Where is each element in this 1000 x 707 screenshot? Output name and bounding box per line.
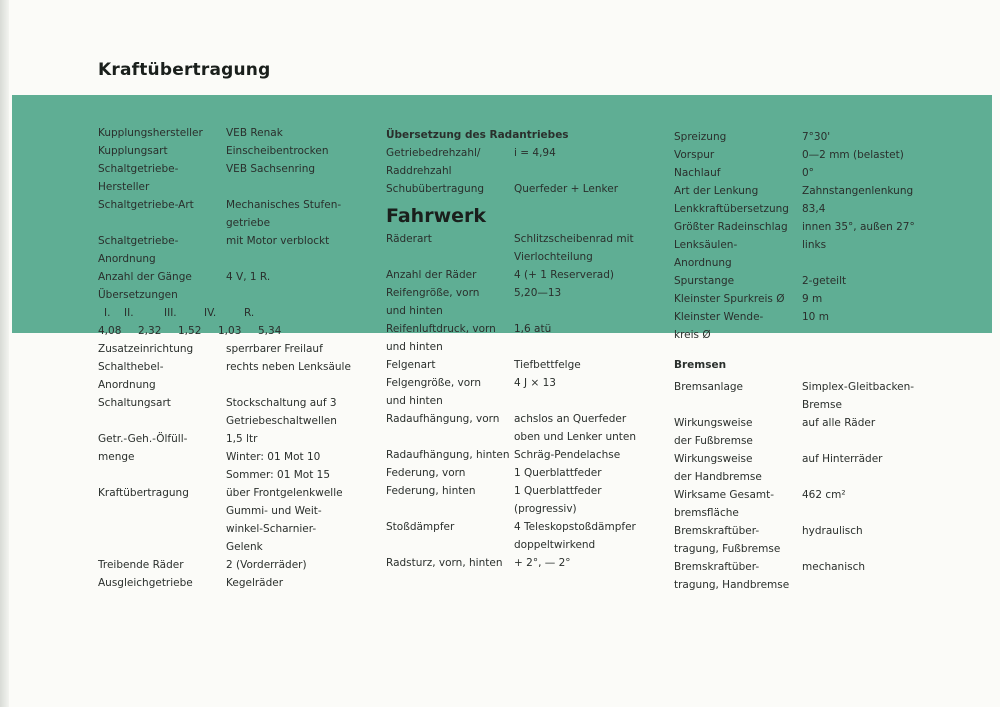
spec-row bbox=[674, 468, 952, 486]
spec-label: Treibende Räder bbox=[98, 559, 184, 571]
spec-row bbox=[386, 428, 664, 446]
spec-row bbox=[674, 540, 952, 558]
spec-row bbox=[98, 142, 366, 160]
spec-row bbox=[674, 396, 952, 414]
spec-row bbox=[98, 286, 366, 304]
spec-row bbox=[98, 232, 366, 250]
spec-row bbox=[386, 392, 664, 410]
spec-label: Bremskraftüber- bbox=[674, 561, 760, 573]
spec-label bbox=[674, 396, 802, 414]
spec-label bbox=[98, 520, 226, 538]
spec-row bbox=[98, 394, 366, 412]
page-title: Kraftübertragung bbox=[98, 60, 271, 80]
spec-row bbox=[98, 466, 366, 484]
spec-value bbox=[802, 504, 952, 522]
spec-value bbox=[802, 540, 952, 558]
spec-value: 0° bbox=[802, 167, 814, 179]
spec-label bbox=[386, 428, 514, 446]
spec-row bbox=[98, 250, 366, 268]
spec-row bbox=[674, 326, 952, 344]
spec-label: Bremskraftüber- bbox=[674, 525, 760, 537]
spec-label: Getr.-Geh.-Ölfüll- bbox=[98, 433, 188, 445]
spec-row bbox=[98, 160, 366, 178]
spec-row bbox=[98, 502, 366, 520]
spec-value: Gelenk bbox=[226, 541, 263, 553]
spec-value: 1 Querblattfeder bbox=[514, 467, 602, 479]
spec-value: 2-geteilt bbox=[802, 275, 847, 287]
spec-row bbox=[98, 430, 366, 448]
spec-label: Spreizung bbox=[674, 131, 727, 143]
spec-label: tragung, Handbremse bbox=[674, 579, 790, 591]
section-subhead-drive-ratio: Übersetzung des Radantriebes bbox=[386, 129, 569, 141]
spec-label bbox=[98, 412, 226, 430]
spec-label: Nachlauf bbox=[674, 167, 721, 179]
spec-value bbox=[802, 432, 952, 450]
spec-label: Wirkungsweise bbox=[674, 417, 753, 429]
spec-label: Wirksame Gesamt- bbox=[674, 489, 775, 501]
spec-label bbox=[386, 536, 514, 554]
spec-value bbox=[226, 178, 366, 196]
spec-label: bremsfläche bbox=[674, 507, 739, 519]
spec-label: Reifengröße, vorn bbox=[386, 287, 480, 299]
spec-value: sperrbarer Freilauf bbox=[226, 343, 323, 355]
spec-label: Kupplungshersteller bbox=[98, 127, 203, 139]
spec-label: Lenksäulen- bbox=[674, 239, 738, 251]
spec-row bbox=[674, 450, 952, 468]
spec-label: Raddrehzahl bbox=[386, 165, 452, 177]
spec-value: rechts neben Lenksäule bbox=[226, 361, 351, 373]
gear-ratio: 1,03 bbox=[218, 325, 242, 337]
spec-label: menge bbox=[98, 451, 135, 463]
spec-label: Getriebedrehzahl/ bbox=[386, 147, 481, 159]
spec-label bbox=[98, 502, 226, 520]
spec-row bbox=[674, 576, 952, 594]
spec-row bbox=[386, 410, 664, 428]
spec-row bbox=[98, 448, 366, 466]
spec-label: Radaufhängung, vorn bbox=[386, 413, 500, 425]
spec-label: Anzahl der Räder bbox=[386, 269, 477, 281]
spec-label: Kupplungsart bbox=[98, 145, 168, 157]
spec-label: und hinten bbox=[386, 341, 443, 353]
spec-row bbox=[386, 482, 664, 500]
spec-value: Bremse bbox=[802, 399, 842, 411]
spec-row bbox=[98, 574, 366, 592]
spec-row bbox=[386, 320, 664, 338]
spec-label bbox=[98, 466, 226, 484]
spec-value bbox=[802, 576, 952, 594]
spec-label: Bremsanlage bbox=[674, 381, 744, 393]
spec-label: und hinten bbox=[386, 305, 443, 317]
spec-row bbox=[674, 128, 952, 146]
spec-row bbox=[98, 556, 366, 574]
spec-value: 7°30' bbox=[802, 131, 831, 143]
spec-label: Radaufhängung, hinten bbox=[386, 449, 510, 461]
spec-row bbox=[386, 248, 664, 266]
column-chassis bbox=[386, 126, 664, 572]
spec-value: Simplex-Gleitbacken- bbox=[802, 381, 915, 393]
spec-value: 1 Querblattfeder bbox=[514, 485, 602, 497]
spec-row bbox=[386, 374, 664, 392]
spec-row bbox=[98, 376, 366, 394]
spec-value: Schräg-Pendelachse bbox=[514, 449, 621, 461]
spec-label: Anordnung bbox=[674, 257, 732, 269]
spec-value bbox=[514, 392, 664, 410]
spec-row bbox=[386, 180, 664, 198]
spec-value: 4 (+ 1 Reserverad) bbox=[514, 269, 614, 281]
spec-row bbox=[674, 146, 952, 164]
spec-label: Hersteller bbox=[98, 181, 150, 193]
spec-row bbox=[98, 214, 366, 232]
page-edge bbox=[0, 0, 9, 707]
spec-value: mit Motor verblockt bbox=[226, 235, 330, 247]
spec-label: Stoßdämpfer bbox=[386, 521, 455, 533]
spec-label: Übersetzungen bbox=[98, 289, 178, 301]
spec-value: Stockschaltung auf 3 bbox=[226, 397, 337, 409]
spec-row bbox=[386, 284, 664, 302]
spec-label: Felgengröße, vorn bbox=[386, 377, 481, 389]
spec-value: Querfeder + Lenker bbox=[514, 183, 619, 195]
spec-label bbox=[98, 214, 226, 232]
spec-label: Lenkkraftübersetzung bbox=[674, 203, 789, 215]
spec-value: Mechanisches Stufen- bbox=[226, 199, 342, 211]
spec-label: kreis Ø bbox=[674, 329, 711, 341]
spec-row bbox=[386, 518, 664, 536]
spec-label: Radsturz, vorn, hinten bbox=[386, 557, 503, 569]
spec-row bbox=[674, 486, 952, 504]
spec-row bbox=[674, 218, 952, 236]
spec-label: Schaltungsart bbox=[98, 397, 171, 409]
spec-row bbox=[98, 520, 366, 538]
gear-label: II. bbox=[124, 307, 134, 319]
gear-label: IV. bbox=[204, 307, 217, 319]
spec-value: Vierlochteilung bbox=[514, 251, 593, 263]
spec-row bbox=[674, 200, 952, 218]
spec-label: Vorspur bbox=[674, 149, 715, 161]
spec-value bbox=[514, 162, 664, 180]
spec-value: VEB Sachsenring bbox=[226, 163, 316, 175]
column-steering-brakes bbox=[674, 128, 952, 594]
spec-value bbox=[802, 254, 952, 272]
spec-row bbox=[98, 538, 366, 556]
gear-label: I. bbox=[104, 307, 111, 319]
spec-label: Zusatzeinrichtung bbox=[98, 343, 194, 355]
spec-row bbox=[98, 124, 366, 142]
section-subhead-brakes: Bremsen bbox=[674, 359, 727, 371]
spec-label: Wirkungsweise bbox=[674, 453, 753, 465]
spec-label: der Fußbremse bbox=[674, 435, 753, 447]
spec-value: 9 m bbox=[802, 293, 823, 305]
spec-value: winkel-Scharnier- bbox=[226, 523, 317, 535]
spec-value: VEB Renak bbox=[226, 127, 283, 139]
gear-ratio: 5,34 bbox=[258, 325, 282, 337]
spec-label: Schaltgetriebe-Art bbox=[98, 199, 194, 211]
column-transmission bbox=[98, 124, 366, 592]
spec-row bbox=[674, 272, 952, 290]
spec-row bbox=[674, 558, 952, 576]
gear-ratio: 2,32 bbox=[138, 325, 162, 337]
spec-value: Schlitzscheibenrad mit bbox=[514, 233, 634, 245]
spec-value: 83,4 bbox=[802, 203, 826, 215]
spec-label: Schubübertragung bbox=[386, 183, 485, 195]
spec-label: Federung, vorn bbox=[386, 467, 466, 479]
spec-row bbox=[98, 412, 366, 430]
spec-row bbox=[98, 196, 366, 214]
spec-row bbox=[98, 178, 366, 196]
spec-row bbox=[386, 302, 664, 320]
spec-label: Reifenluftdruck, vorn bbox=[386, 323, 496, 335]
spec-value: Zahnstangenlenkung bbox=[802, 185, 914, 197]
spec-label: und hinten bbox=[386, 395, 443, 407]
spec-value: Einscheibentrocken bbox=[226, 145, 329, 157]
spec-value bbox=[514, 302, 664, 320]
spec-label bbox=[98, 538, 226, 556]
spec-value: (progressiv) bbox=[514, 503, 577, 515]
spec-value bbox=[226, 286, 366, 304]
spec-row bbox=[386, 500, 664, 518]
spec-label: Anzahl der Gänge bbox=[98, 271, 192, 283]
spec-value bbox=[514, 338, 664, 356]
spec-label: Anordnung bbox=[98, 379, 156, 391]
spec-label: Ausgleichgetriebe bbox=[98, 577, 193, 589]
spec-value: Getriebeschaltwellen bbox=[226, 415, 337, 427]
spec-label bbox=[386, 500, 514, 518]
spec-value: + 2°, — 2° bbox=[514, 557, 571, 569]
spec-value: Kegelräder bbox=[226, 577, 284, 589]
gear-label: R. bbox=[244, 307, 255, 319]
spec-label: Schaltgetriebe- bbox=[98, 235, 179, 247]
spec-label: Kraftübertragung bbox=[98, 487, 189, 499]
spec-row bbox=[674, 378, 952, 396]
spec-value: 1,6 atü bbox=[514, 323, 552, 335]
spec-row bbox=[386, 266, 664, 284]
spec-row bbox=[386, 356, 664, 374]
spec-row bbox=[674, 290, 952, 308]
spec-label: Räderart bbox=[386, 233, 432, 245]
spec-label: Felgenart bbox=[386, 359, 436, 371]
spec-row bbox=[674, 504, 952, 522]
spec-row bbox=[674, 432, 952, 450]
spec-value: 4 Teleskopstoßdämpfer bbox=[514, 521, 636, 533]
section-heading-fahrwerk: Fahrwerk bbox=[386, 205, 487, 227]
spec-row bbox=[386, 162, 664, 180]
spec-label: tragung, Fußbremse bbox=[674, 543, 781, 555]
spec-value: 2 (Vorderräder) bbox=[226, 559, 307, 571]
spec-value: 10 m bbox=[802, 311, 829, 323]
spec-value: 4 J × 13 bbox=[514, 377, 556, 389]
spec-value: hydraulisch bbox=[802, 525, 863, 537]
spec-value: Tiefbettfelge bbox=[514, 359, 581, 371]
spec-label: der Handbremse bbox=[674, 471, 762, 483]
gear-label: III. bbox=[164, 307, 177, 319]
spec-value: mechanisch bbox=[802, 561, 866, 573]
spec-value: über Frontgelenkwelle bbox=[226, 487, 343, 499]
gear-ratio: 1,52 bbox=[178, 325, 202, 337]
spec-value: auf alle Räder bbox=[802, 417, 876, 429]
spec-row bbox=[98, 268, 366, 286]
spec-value: 5,20—13 bbox=[514, 287, 562, 299]
spec-row bbox=[674, 308, 952, 326]
spec-row bbox=[674, 522, 952, 540]
spec-label: Art der Lenkung bbox=[674, 185, 759, 197]
spec-value: doppeltwirkend bbox=[514, 539, 596, 551]
spec-row bbox=[386, 144, 664, 162]
spec-value: links bbox=[802, 239, 827, 251]
spec-value: 0—2 mm (belastet) bbox=[802, 149, 904, 161]
spec-value: getriebe bbox=[226, 217, 271, 229]
spec-row bbox=[674, 414, 952, 432]
spec-label: Anordnung bbox=[98, 253, 156, 265]
spec-value: 1,5 ltr bbox=[226, 433, 258, 445]
spec-row bbox=[98, 484, 366, 502]
spec-label bbox=[386, 248, 514, 266]
spec-row bbox=[386, 446, 664, 464]
spec-value: oben und Lenker unten bbox=[514, 431, 636, 443]
gear-ratios bbox=[98, 322, 366, 340]
gear-headers bbox=[98, 304, 366, 322]
spec-row bbox=[386, 230, 664, 248]
spec-row bbox=[674, 182, 952, 200]
spec-value: Sommer: 01 Mot 15 bbox=[226, 469, 331, 481]
spec-row bbox=[98, 340, 366, 358]
spec-value: auf Hinterräder bbox=[802, 453, 883, 465]
spec-label: Federung, hinten bbox=[386, 485, 476, 497]
spec-row bbox=[386, 464, 664, 482]
spec-row bbox=[674, 236, 952, 254]
spec-label: Schaltgetriebe- bbox=[98, 163, 179, 175]
spec-label: Kleinster Wende- bbox=[674, 311, 764, 323]
spec-value bbox=[226, 250, 366, 268]
spec-value: i = 4,94 bbox=[514, 147, 556, 159]
spec-label: Kleinster Spurkreis Ø bbox=[674, 293, 785, 305]
spec-label: Größter Radeinschlag bbox=[674, 221, 788, 233]
spec-label: Schalthebel- bbox=[98, 361, 164, 373]
spec-value: achslos an Querfeder bbox=[514, 413, 627, 425]
spec-row bbox=[674, 254, 952, 272]
spec-row bbox=[674, 164, 952, 182]
spec-value bbox=[802, 468, 952, 486]
spec-value bbox=[802, 326, 952, 344]
spec-row bbox=[386, 554, 664, 572]
gear-ratio: 4,08 bbox=[98, 325, 122, 337]
spec-row bbox=[386, 536, 664, 554]
spec-row bbox=[98, 358, 366, 376]
spec-row bbox=[386, 338, 664, 356]
spec-value: Gummi- und Weit- bbox=[226, 505, 322, 517]
spec-value: 462 cm² bbox=[802, 489, 846, 501]
spec-value bbox=[226, 376, 366, 394]
spec-value: Winter: 01 Mot 10 bbox=[226, 451, 321, 463]
spec-value: 4 V, 1 R. bbox=[226, 271, 271, 283]
spec-label: Spurstange bbox=[674, 275, 735, 287]
spec-value: innen 35°, außen 27° bbox=[802, 221, 915, 233]
